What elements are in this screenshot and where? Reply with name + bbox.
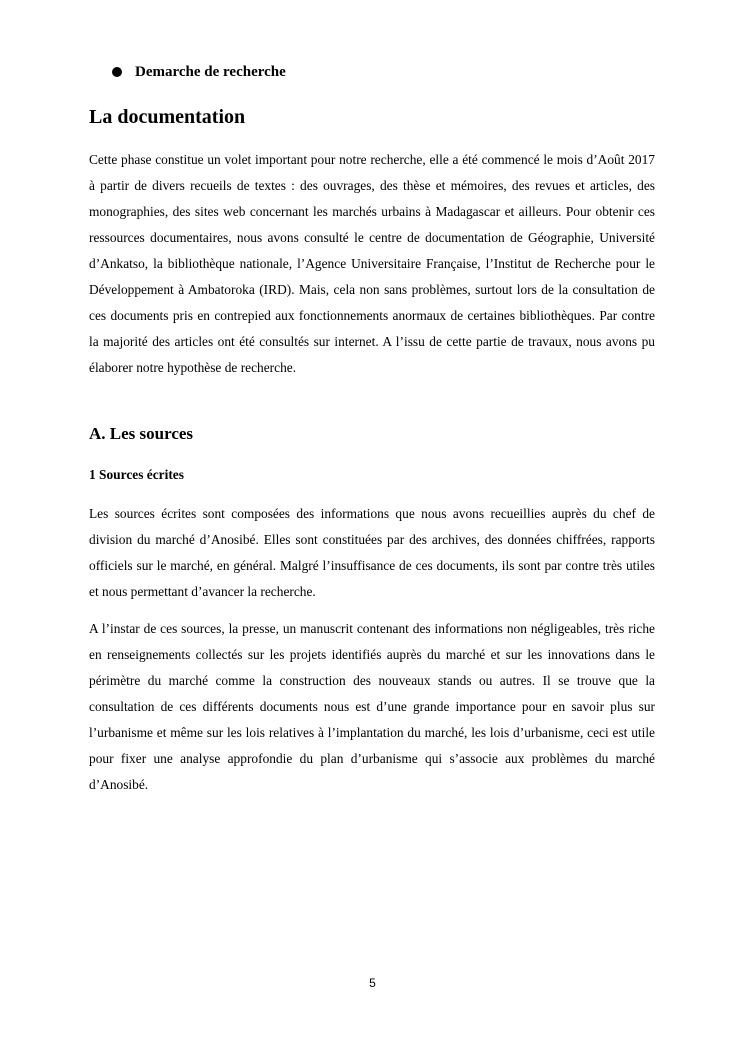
paragraph-presse: A l’instar de ces sources, la presse, un manuscrit contenant des informations non négligeables, très riche en renseignements collectés sur les projets identifiés auprès du marché et sur les innovations dans le périmètre du marché comme la construction des nouveaux stands ou autres. Il se trouve que la consultation de ces différents documents nous est d’une grande importance pour en savoir plus sur l’urbanisme et même sur les lois relatives à l’implantation du marché, les lois d’urbanisme, ceci est utile pour fixer une analyse approfondie du plan d’urbanisme qui s’associe aux problèmes du marché d’Anosibé.: [89, 621, 655, 792]
paragraph-documentation: Cette phase constitue un volet important pour notre recherche, elle a été commencé le mois d’Août 2017 à partir de divers recueils de textes : des ouvrages, des thèse et mémoires, des revues et articles, des monographies, des sites web concernant les marchés urbains à Madagascar et ailleurs. Pour obtenir ces ressources documentaires, nous avons consulté le centre de documentation de Géographie, Université d’Ankatso, la bibliothèque nationale, l’Agence Universitaire Française, l’Institut de Recherche pour le Développement à Ambatoroka (IRD). Mais, cela non sans problèmes, surtout lors de la consultation de ces documents pris en contrepied aux fonctionnements anormaux de certaines bibliothèques. Par contre la majorité des articles ont été consultés sur internet. A l’issu de cette partie de travaux, nous avons pu élaborer notre hypothèse de recherche.: [89, 152, 655, 375]
page-number: 5: [369, 976, 376, 990]
section-title: La documentation: [89, 106, 246, 128]
bullet-icon: [112, 67, 122, 77]
bullet-heading-text: Demarche de recherche: [135, 64, 286, 80]
subsubsection-title: 1 Sources écrites: [89, 467, 184, 482]
bullet-heading: [112, 62, 286, 82]
subsection-title: A. Les sources: [89, 424, 194, 443]
paragraph-sources-ecrites: Les sources écrites sont composées des informations que nous avons recueillies auprès du chef de division du marché d’Anosibé. Elles sont constituées par des archives, des données chiffrées, rapports officiels sur le marché, en général. Malgré l’insuffisance de ces documents, ils sont par contre très utiles et nous permettant d’avancer la recherche.: [89, 506, 655, 599]
